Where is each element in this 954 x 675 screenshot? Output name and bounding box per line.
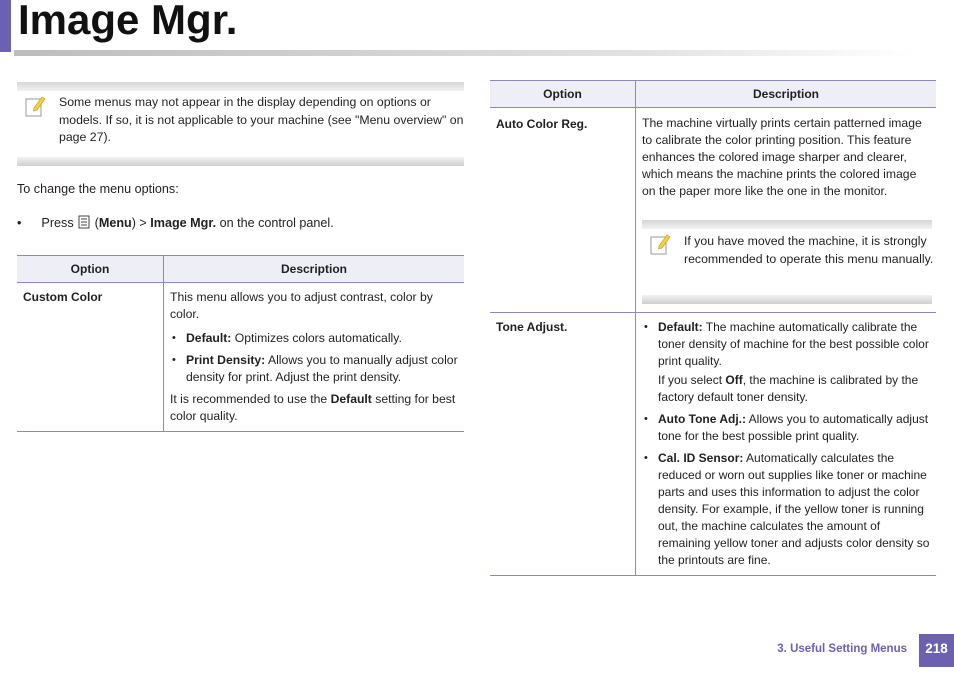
step-line bbox=[17, 215, 334, 230]
step-press: Press bbox=[41, 216, 74, 230]
step-menu: Menu bbox=[98, 216, 132, 230]
description-cell bbox=[164, 283, 465, 432]
note-pencil-icon bbox=[650, 233, 672, 255]
desc-auto-color-reg: The machine virtually prints certain patterned image to calibrate the color printing position. This feature enhances the colored image sharper and clearer, which means the machine prints the colored image on the paper more like the one in the monitor. bbox=[642, 116, 922, 198]
note-band-top bbox=[642, 220, 932, 229]
option-auto-color-reg: Auto Color Reg. bbox=[490, 108, 636, 313]
table-row bbox=[17, 283, 464, 432]
outro-bold: Default bbox=[330, 392, 372, 406]
bullet-print-density bbox=[170, 352, 458, 386]
table-header-row bbox=[490, 81, 936, 108]
outro-post: setting for best color quality. bbox=[170, 392, 456, 423]
note-band-top bbox=[17, 82, 464, 91]
bullet-default bbox=[642, 319, 932, 406]
sub-pre: If you select bbox=[658, 373, 726, 387]
header-description: Description bbox=[636, 81, 937, 108]
note-text: Some menus may not appear in the display depending on options or models. If so, it is not applicable to your machine (see "Menu overview" on page 27). bbox=[59, 95, 464, 144]
title-divider bbox=[14, 50, 914, 56]
step-paren-open: ( bbox=[94, 216, 99, 230]
bullet-default bbox=[170, 330, 458, 347]
bullet-text: Automatically calculates the reduced or worn out supplies like toner or machine parts and uses this information to adjust the color density. For example, if the yellow toner is running out, the machine calculates the amount of remaining yellow toner and adjusts color density so the printouts are fine. bbox=[658, 451, 930, 567]
desc-intro: This menu allows you to adjust contrast, color by color. bbox=[170, 290, 433, 321]
step-target: Image Mgr. bbox=[150, 216, 217, 230]
color-adjust-table bbox=[490, 80, 936, 576]
sub-bold: Off bbox=[725, 373, 743, 387]
option-tone-adjust: Tone Adjust. bbox=[490, 313, 636, 576]
bullet-label: Print Density: bbox=[186, 353, 266, 367]
note-band-bottom bbox=[17, 157, 464, 166]
desc-outro bbox=[170, 391, 458, 425]
table-header-row bbox=[17, 256, 464, 283]
page-title: Image Mgr. bbox=[18, 0, 238, 43]
note-pencil-icon bbox=[25, 95, 47, 117]
header-option: Option bbox=[490, 81, 636, 108]
option-custom-color: Custom Color bbox=[17, 283, 164, 432]
step-tail: on the control panel. bbox=[219, 216, 334, 230]
bullet-subtext bbox=[658, 372, 932, 406]
note-text: If you have moved the machine, it is strongly recommended to operate this menu manually. bbox=[684, 234, 934, 266]
bullet-text: Allows you to manually adjust color density for print. Adjust the print density. bbox=[186, 353, 458, 384]
bullet-text: The machine automatically calibrate the toner density of machine for the best possible color print quality. bbox=[658, 320, 929, 368]
table-row bbox=[490, 313, 936, 576]
bullet-text: Optimizes colors automatically. bbox=[231, 331, 402, 345]
note-box bbox=[17, 82, 464, 166]
description-cell bbox=[636, 108, 937, 313]
page-number: 218 bbox=[919, 634, 954, 667]
bullet-cal-id-sensor bbox=[642, 450, 932, 569]
table-row bbox=[490, 108, 936, 313]
bullet-auto-tone-adj bbox=[642, 411, 932, 445]
intro-line: To change the menu options: bbox=[17, 182, 179, 196]
description-cell bbox=[636, 313, 937, 576]
bullet-label: Auto Tone Adj.: bbox=[658, 412, 746, 426]
note-box bbox=[642, 220, 932, 304]
bullet-label: Cal. ID Sensor: bbox=[658, 451, 744, 465]
bullet-label: Default: bbox=[186, 331, 232, 345]
step-paren-close: ) > bbox=[131, 216, 147, 230]
custom-color-table bbox=[17, 255, 464, 432]
accent-bar bbox=[0, 0, 11, 52]
header-description: Description bbox=[164, 256, 465, 283]
header-option: Option bbox=[17, 256, 164, 283]
bullet-label: Default: bbox=[658, 320, 703, 334]
bullet-text: Allows you to automatically adjust tone for the best possible print quality. bbox=[658, 412, 929, 443]
sub-post: , the machine is calibrated by the factory default toner density. bbox=[658, 373, 919, 404]
menu-icon bbox=[77, 215, 91, 229]
step-bullet: • bbox=[17, 216, 22, 230]
outro-pre: It is recommended to use the bbox=[170, 392, 331, 406]
note-band-bottom bbox=[642, 295, 932, 304]
footer-section: 3. Useful Setting Menus bbox=[777, 643, 907, 655]
